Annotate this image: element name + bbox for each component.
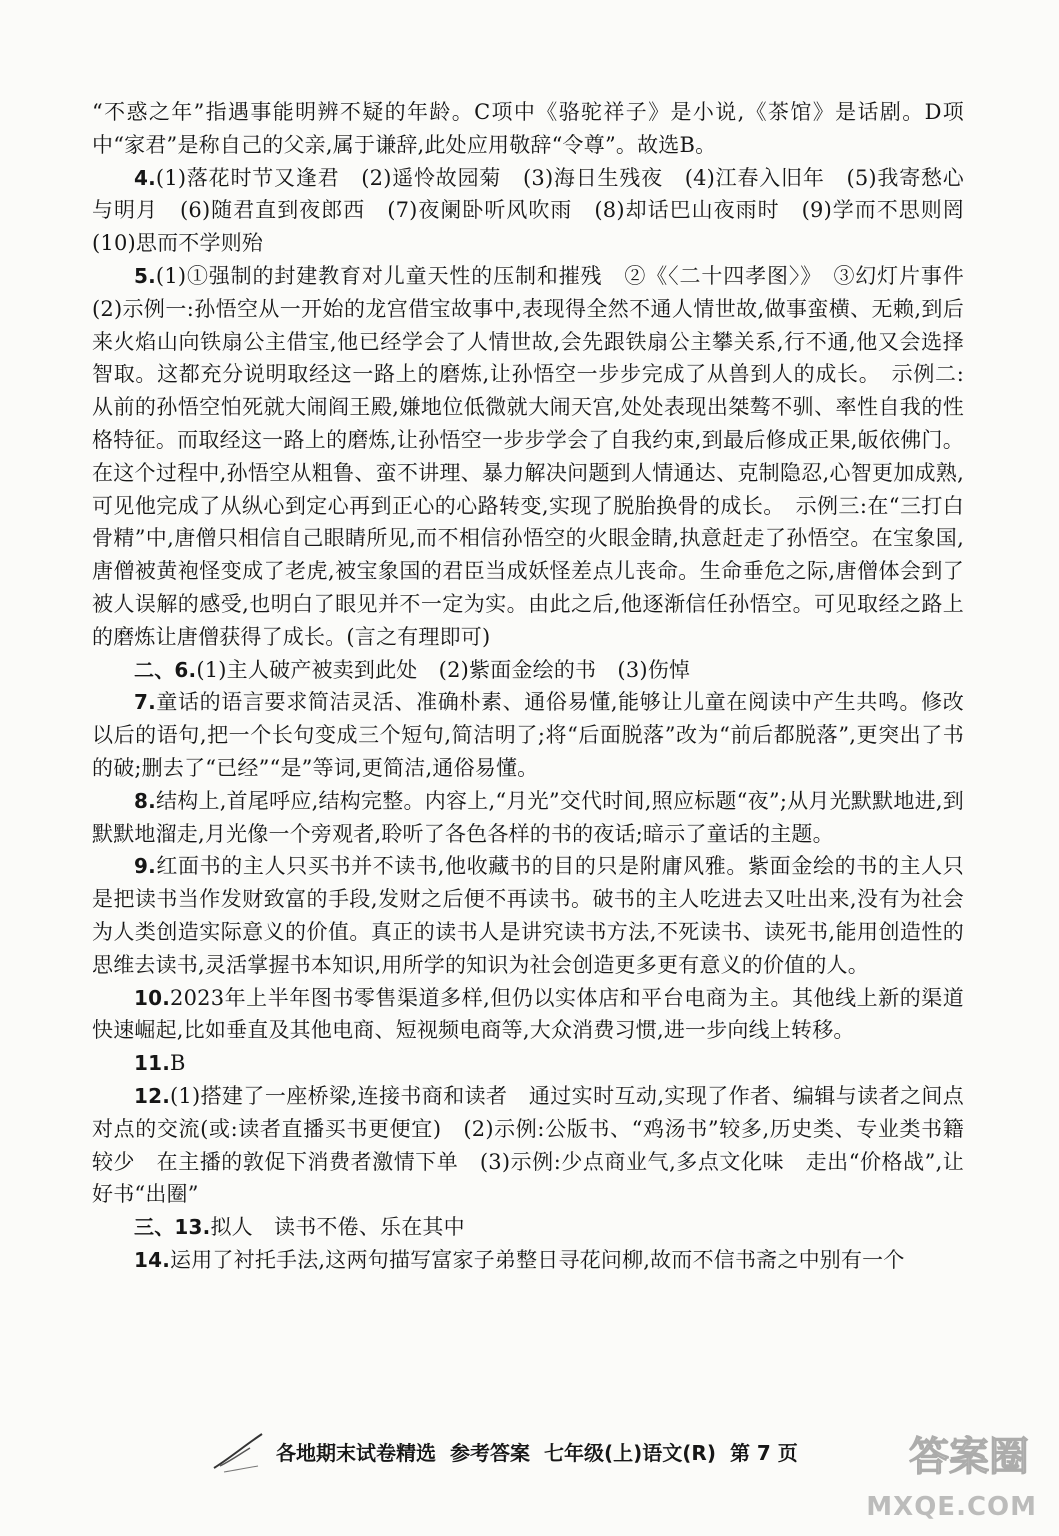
- paragraph-text: (1)搭建了一座桥梁,连接书商和读者 通过实时互动,实现了作者、编辑与读者之间点对点的交流(或:读者直播买书更便宜) (2)示例:公版书、“鸡汤书”较多,历史类、专业类书籍较少 在主播的敦促下消费者激情下单 (3)示例:少点商业气,多点文化味 走出“价格战”,让好书“出圈”: [92, 1083, 964, 1207]
- answer-item-13: [92, 1211, 964, 1244]
- answer-item-8: [92, 785, 964, 851]
- item-number: 5.: [134, 263, 156, 288]
- answer-item-9: [92, 850, 964, 981]
- item-number: 14.: [134, 1247, 171, 1272]
- answer-item-4: [92, 162, 986, 260]
- paragraph-text: 红面书的主人只买书并不读书,他收藏书的目的只是附庸风雅。紫面金绘的书的主人只是把读书当作发财致富的手段,发财之后便不再读书。破书的主人吃进去又吐出来,没有为社会为人类创造实际意义的价值。真正的读书人是讲究读书方法,不死读书、读死书,能用创造性的思维去读书,灵活掌握书本知识,用所学的知识为社会创造更多更有意义的价值的人。: [92, 854, 964, 977]
- item-number: 9.: [134, 854, 156, 879]
- answer-item-11: [92, 1047, 964, 1080]
- paragraph-text: B: [170, 1051, 186, 1076]
- paragraph-text: 童话的语言要求简洁灵活、准确朴素、通俗易懂,能够让儿童在阅读中产生共鸣。修改以后的语句,把一个长句变成三个短句,简洁明了;将“后面脱落”改为“前后都脱落”,更突出了书的破;删去了“已经”“是”等词,更简洁,通俗易懂。: [92, 690, 964, 780]
- item-number: 二、6.: [134, 657, 197, 682]
- item-number: 三、13.: [134, 1215, 211, 1240]
- answer-item-5: [92, 260, 986, 654]
- item-number: 10.: [134, 985, 171, 1010]
- paragraph-text: (1)落花时节又逢君 (2)遥怜故园菊 (3)海日生残夜 (4)江春入旧年 (5)我寄愁心与明月 (6)随君直到夜郎西 (7)夜阑卧听风吹雨 (8)却话巴山夜雨时 (9)学而不思则罔 (10)思而不学则殆: [92, 165, 986, 256]
- item-number: 8.: [134, 788, 156, 813]
- answer-item-10: [92, 982, 964, 1048]
- footer-page-number: 第 7 页: [729, 1440, 798, 1465]
- answer-item-14: [92, 1244, 964, 1277]
- paragraph-text: 2023年上半年图书零售渠道多样,但仍以实体店和平台电商为主。其他线上新的渠道快速崛起,比如垂直及其他电商、短视频电商等,大众消费习惯,进一步向线上转移。: [92, 985, 964, 1043]
- footer-section: 参考答案: [450, 1440, 530, 1465]
- watermark-url: MXQE.COM: [866, 1492, 1037, 1522]
- answer-page-body: [92, 96, 986, 1277]
- answer-item-12: [92, 1080, 964, 1211]
- answer-item-6: [92, 654, 964, 687]
- item-number: 7.: [134, 690, 156, 715]
- paragraph-text: (1)①强制的封建教育对儿童天性的压制和摧残 ②《〈二十四孝图〉》 ③幻灯片事件 (2)示例一:孙悟空从一开始的龙宫借宝故事中,表现得全然不通人情世故,做事蛮横、无赖,到后来火焰山向铁扇公主借宝,他已经学会了人情世故,会先跟铁扇公主攀关系,行不通,他又会选择智取。这都充分说明取经这一路上的磨炼,让孙悟空一步步完成了从兽到人的成长。 示例二:从前的孙悟空怕死就大闹阎王殿,嫌地位低微就大闹天宫,处处表现出桀骜不驯、率性自我的性格特征。而取经这一路上的磨炼,让孙悟空一步步学会了自我约束,到最后修成正果,皈依佛门。在这个过程中,孙悟空从粗鲁、蛮不讲理、暴力解决问题到人情通达、克制隐忍,心智更加成熟,可见他完成了从纵心到定心再到正心的心路转变,实现了脱胎换骨的成长。 示例三:在“三打白骨精”中,唐僧只相信自己眼睛所见,而不相信孙悟空的火眼金睛,执意赶走了孙悟空。在宝象国,唐僧被黄袍怪变成了老虎,被宝象国的君臣当成妖怪差点儿丧命。生命垂危之际,唐僧体会到了被人误解的感受,也明白了眼见并不一定为实。由此之后,他逐渐信任孙悟空。可见取经之路上的磨炼让唐僧获得了成长。(言之有理即可): [92, 263, 986, 649]
- paragraph-text: “不惑之年”指遇事能明辨不疑的年龄。C项中《骆驼祥子》是小说,《茶馆》是话剧。D项中“家君”是称自己的父亲,属于谦辞,此处应用敬辞“令尊”。故选B。: [92, 100, 964, 157]
- footer-book-title: 各地期末试卷精选: [276, 1440, 436, 1465]
- footer-grade: 七年级(上)语文(R): [544, 1440, 716, 1465]
- answer-item-7: [92, 686, 964, 784]
- paragraph-continuation: [92, 96, 964, 162]
- page-footer: [210, 1431, 850, 1471]
- paragraph-text: 拟人 读书不倦、乐在其中: [210, 1215, 465, 1240]
- item-number: 11.: [134, 1051, 171, 1076]
- paragraph-text: (1)主人破产被卖到此处 (2)紫面金绘的书 (3)伤悼: [196, 657, 691, 682]
- item-number: 4.: [134, 165, 156, 190]
- watermark-logo: [866, 1422, 1051, 1532]
- paragraph-text: 结构上,首尾呼应,结构完整。内容上,“月光”交代时间,照应标题“夜”;从月光默默地进,到默默地溜走,月光像一个旁观者,聆听了各色各样的书的夜话;暗示了童话的主题。: [92, 788, 964, 846]
- paragraph-text: 运用了衬托手法,这两句描写富家子弟整日寻花问柳,故而不信书斋之中别有一个: [170, 1247, 905, 1272]
- watermark-chinese-text: 答案圈: [909, 1434, 1029, 1480]
- item-number: 12.: [134, 1083, 171, 1108]
